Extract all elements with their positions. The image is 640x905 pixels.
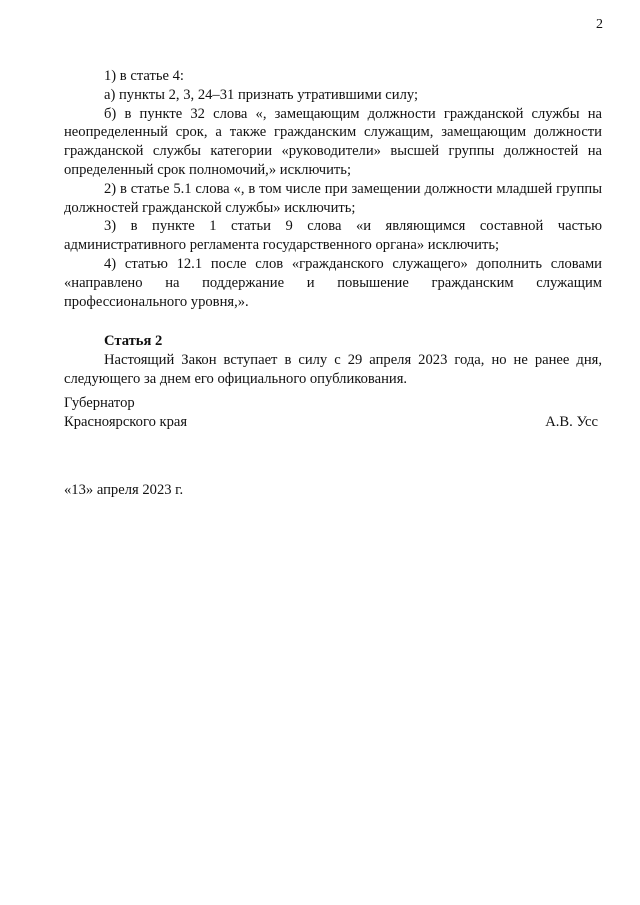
amendment-subitem-b: б) в пункте 32 слова «, замещающим должности гражданской службы на неопределенный срок, а также гражданским служащим, замещающим должности гражданской службы категории «руководители» высшей группы должностей на определенный срок полномочий,» исключить; bbox=[64, 105, 602, 178]
signatory-name: А.В. Усс bbox=[545, 414, 598, 430]
amendment-item-1: 1) в статье 4: bbox=[104, 68, 184, 84]
signature-block bbox=[64, 394, 598, 432]
signatory-row bbox=[64, 413, 598, 432]
amendment-item-2: 2) в статье 5.1 слова «, в том числе при замещении должности младшей группы должностей гражданской службы» исключить; bbox=[64, 180, 602, 216]
signatory-title-line-2: Красноярского края bbox=[64, 414, 188, 430]
amendment-item-4: 4) статью 12.1 после слов «гражданского служащего» дополнить словами «направлено на поддержание и повышение гражданским служащим профессионального уровня,». bbox=[64, 255, 602, 310]
article-2-text: Настоящий Закон вступает в силу с 29 апреля 2023 года, но не ранее дня, следующего за днем его официального опубликования. bbox=[64, 352, 602, 387]
page-number: 2 bbox=[596, 17, 603, 32]
signatory-title-line-1: Губернатор bbox=[64, 395, 135, 411]
document-date: «13» апреля 2023 г. bbox=[64, 482, 184, 498]
article-2-heading: Статья 2 bbox=[104, 333, 163, 350]
amendment-subitem-a: а) пункты 2, 3, 24–31 признать утратившими силу; bbox=[104, 86, 419, 103]
amendment-item-3: 3) в пункте 1 статьи 9 слова «и являющимся составной частью административного регламента государственного органа» исключить; bbox=[64, 218, 602, 254]
document-body bbox=[64, 67, 602, 389]
